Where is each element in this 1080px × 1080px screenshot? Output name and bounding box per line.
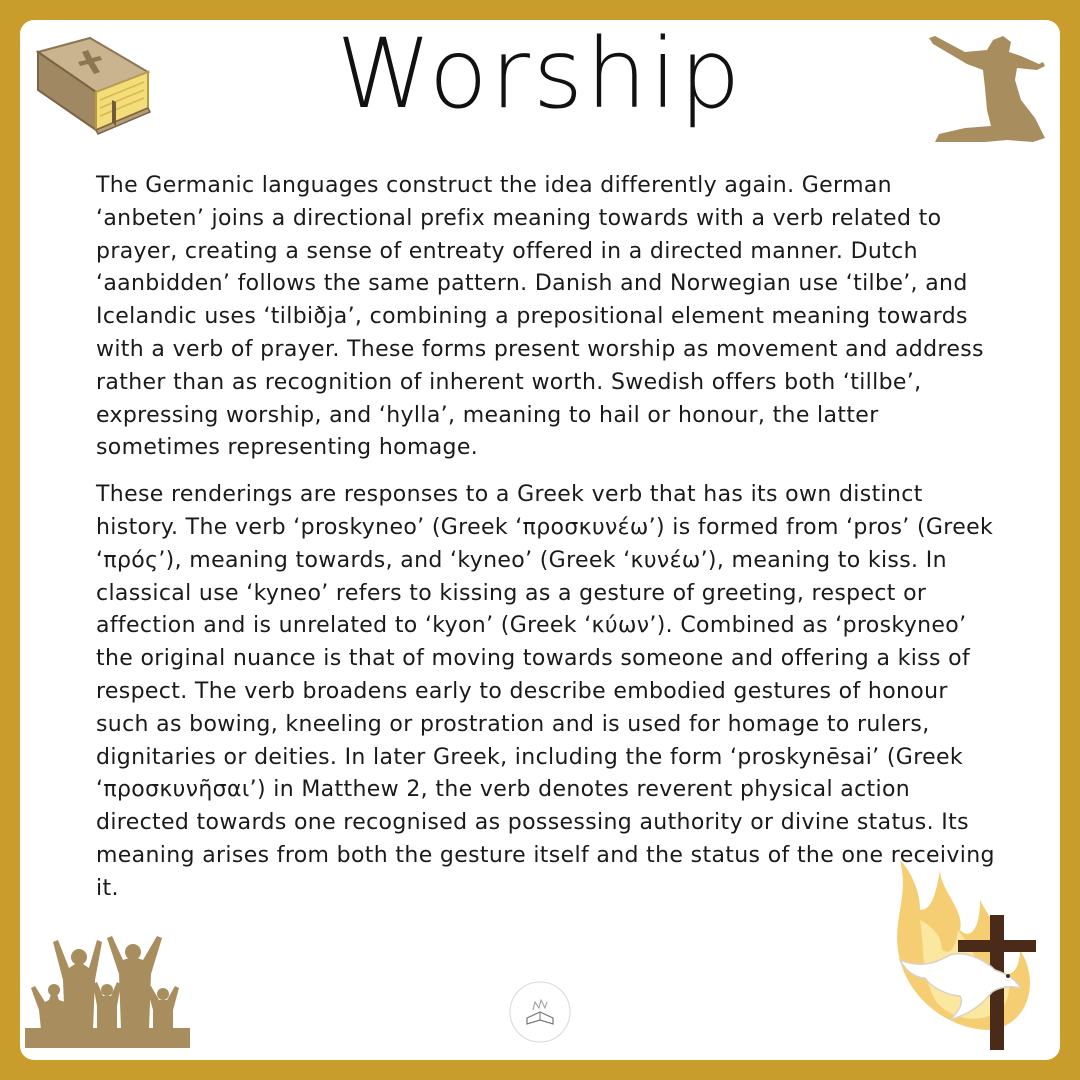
paragraph-germanic: The Germanic languages construct the idea differently again. German ‘anbeten’ joins a directional prefix meaning towards with a verb related to prayer, creating a sense of entreaty offered in a directed manner. Dutch ‘aanbidden’ follows the same pattern. Danish and Norwegian use ‘tilbe’, and Icelandic uses ‘tilbiðja’, combining a prepositional element meaning towards with a verb of prayer. These forms present worship as movement and address rather than as recognition of inherent worth. Swedish offers both ‘tillbe’, expressing worship, and ‘hylla’, meaning to hail or honour, the latter sometimes representing homage. — [96, 173, 984, 461]
page-title: Worship — [336, 18, 744, 130]
article-body — [96, 170, 996, 920]
logo-icon — [505, 978, 575, 1044]
raised-hands-crowd-icon — [25, 930, 190, 1048]
paragraph-greek: These renderings are responses to a Greek verb that has its own distinct history. The verb ‘proskyneo’ (Greek ‘προσκυνέω’) is formed from ‘pros’ (Greek ‘πρός’), meaning towards, and ‘kyneo’ (Greek ‘κυνέω’), meaning to kiss. In classical use ‘kyneo’ refers to kissing as a gesture of greeting, respect or affection and is unrelated to ‘kyon’ (Greek ‘κύων’). Combined as ‘proskyneo’ the original nuance is that of moving towards someone and offering a kiss of respect. The verb broadens early to describe embodied gestures of honour such as bowing, kneeling or prostration and is used for homage to rulers, dignitaries or deities. In later Greek, including the form ‘proskynēsai’ (Greek ‘προσκυνῆσαι’) in Matthew 2, the verb denotes reverent physical action directed towards one recognised as possessing authority or divine status. Its meaning arises from both the gesture itself and the status of the one receiving it. — [96, 482, 995, 901]
